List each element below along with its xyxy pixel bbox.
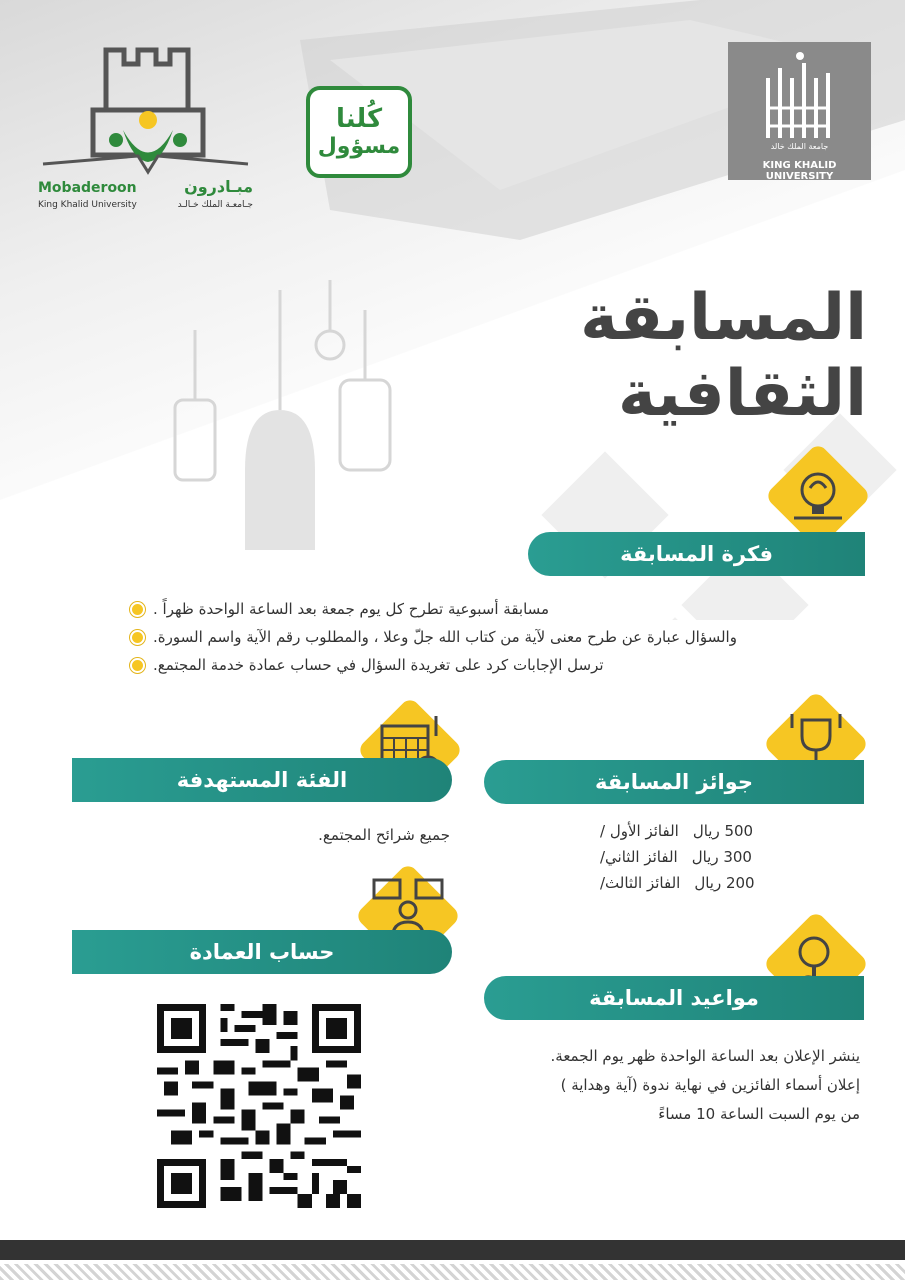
castle-icon <box>38 40 253 180</box>
idea-bullet <box>130 628 885 646</box>
prize-row <box>600 848 860 866</box>
title-line1: المسابقة <box>580 281 867 355</box>
qr-code[interactable] <box>157 1004 361 1208</box>
prize-row <box>600 822 860 840</box>
bullet-dot-icon <box>130 602 145 617</box>
kku-ar: جامعة الملك خالد <box>770 142 829 151</box>
prize-amount: 200 ريال <box>694 874 755 892</box>
mobaderoon-ar: مبـادرون <box>184 177 253 196</box>
schedule-line: ينشر الإعلان بعد الساعة الواحدة ظهر يوم الجمعة. <box>550 1047 860 1065</box>
schedule-text <box>470 1042 860 1129</box>
prizes-banner: جوائز المسابقة <box>484 760 864 804</box>
prize-label: الفائز الثاني/ <box>600 848 678 866</box>
idea-banner: فكرة المسابقة <box>528 532 865 576</box>
target-banner: الفئة المستهدفة <box>72 758 452 802</box>
idea-bullet <box>130 600 885 618</box>
schedule-line: إعلان أسماء الفائزين في نهاية ندوة (آية وهداية ) <box>560 1076 860 1094</box>
mobaderoon-logo <box>38 40 253 220</box>
idea-icon-badge <box>780 458 856 534</box>
kku-en: KING KHALID UNIVERSITY <box>762 160 837 182</box>
idea-bullet <box>130 656 885 674</box>
idea-bullet-text: مسابقة أسبوعية تطرح كل يوم جمعة بعد الساعة الواحدة ظهراً . <box>153 600 550 618</box>
mobaderoon-en-sub: King Khalid University <box>38 200 137 210</box>
footer-pattern <box>0 1264 905 1280</box>
bullet-dot-icon <box>130 630 145 645</box>
idea-bullet-text: والسؤال عبارة عن طرح معنى لآية من كتاب الله جلّ وعلا ، والمطلوب رقم الآية واسم السورة. <box>153 628 737 646</box>
prize-label: الفائز الثالث/ <box>600 874 681 892</box>
prize-row <box>600 874 860 892</box>
title-line2: الثقافية <box>617 357 867 431</box>
mobaderoon-ar-sub: جـامعـة الملك خـالـد <box>177 200 253 210</box>
kku-logo <box>728 42 871 180</box>
schedule-banner: مواعيد المسابقة <box>484 976 864 1020</box>
kku-emblem-icon <box>758 48 842 148</box>
lightbulb-icon <box>780 458 856 534</box>
prize-amount: 300 ريال <box>691 848 752 866</box>
target-text: جميع شرائح المجتمع. <box>318 826 450 844</box>
kulluna-line2: مسؤول <box>317 134 401 159</box>
footer-bar <box>0 1240 905 1260</box>
idea-bullet-text: ترسل الإجابات كرد على تغريدة السؤال في حساب عمادة خدمة المجتمع. <box>153 656 604 674</box>
mobaderoon-en: Mobaderoon <box>38 180 137 196</box>
idea-bullets <box>130 600 885 684</box>
kulluna-masool-logo <box>306 86 412 178</box>
kulluna-line1: كُلنا <box>335 104 383 134</box>
bullet-dot-icon <box>130 658 145 673</box>
prize-label: الفائز الأول / <box>600 822 679 840</box>
prizes-list <box>600 822 860 892</box>
schedule-line: من يوم السبت الساعة 10 مساءً <box>658 1105 860 1123</box>
account-banner: حساب العمادة <box>72 930 452 974</box>
prize-amount: 500 ريال <box>692 822 754 840</box>
